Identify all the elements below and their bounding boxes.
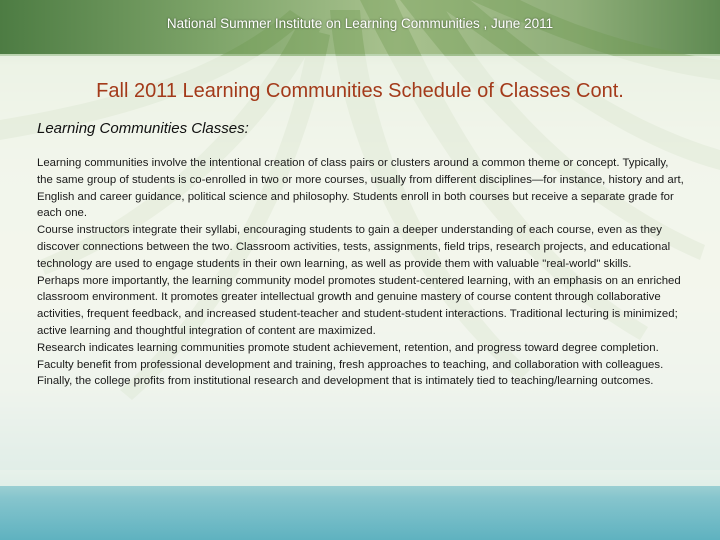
paragraph: Course instructors integrate their syllabi, encouraging students to gain a deeper understanding of each course, even as they discover connections between the two. Classroom activities, tests, assignments, field trips, research projects, and educational technology are used to engage students in their own learning, as well as provide them with valuable "real-world" skills. xyxy=(37,224,671,270)
paragraph: Perhaps more importantly, the learning community model promotes student-centered learning, with an emphasis on an enriched classroom environment. It promotes greater intellectual growth and genuine mastery of course content through collaborative activities, frequent feedback, and increased student-teacher and student-student interactions. Traditional lecturing is minimized; active learning and thoughtful integration of content are maximized. xyxy=(37,274,681,337)
paragraph: Learning communities involve the intentional creation of class pairs or clusters around a common theme or concept. Typically, the same group of students is co-enrolled in two or more courses, usually from different disciplines—for instance, history and art, English and career guidance, political science and philosophy. Students enroll in both courses but receive a separate grade for each one. xyxy=(37,157,684,220)
paragraph: Research indicates learning communities promote student achievement, retention, and progress toward degree completion. Faculty benefit from professional development and training, fresh approaches to teaching, and collaboration with colleagues. Finally, the college profits from institutional research and development that is intimately tied to teaching/learning outcomes. xyxy=(37,341,664,388)
slide-title: Fall 2011 Learning Communities Schedule of Classes Cont. xyxy=(96,80,624,102)
banner-text: National Summer Institute on Learning Communities , June 2011 xyxy=(166,16,554,31)
section-subtitle: Learning Communities Classes: xyxy=(37,120,249,137)
body-text xyxy=(37,155,687,390)
